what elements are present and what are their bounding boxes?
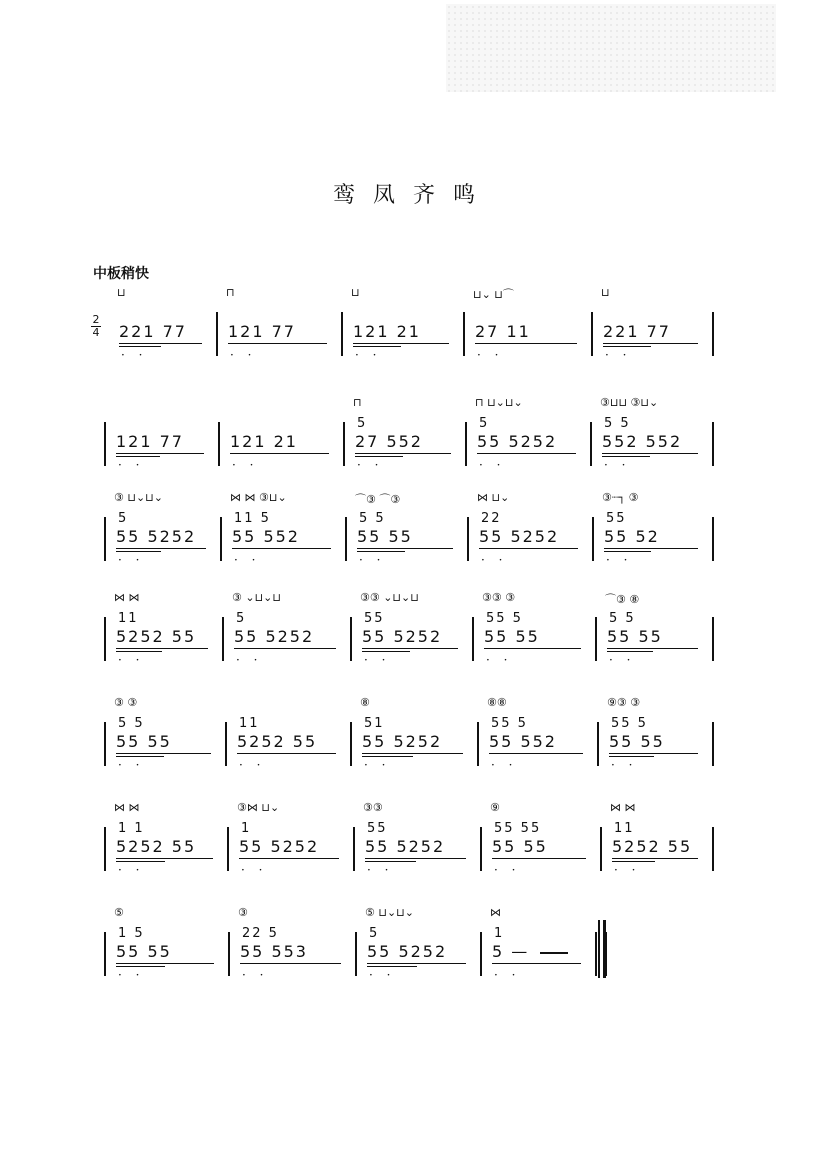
beam-line [116,453,204,454]
tempo-marking: 中板稍快 [93,266,149,282]
octave-dots: · · [236,653,263,667]
bar-line [463,312,465,356]
score-row [0,690,826,810]
octave-dots: · · [605,348,632,362]
octave-dots: · · [486,653,513,667]
octave-dots: · · [118,458,145,472]
bar-line [712,827,714,871]
octave-dots: · · [118,758,145,772]
bar-line [712,422,714,466]
beam-line [239,858,339,859]
beam-line [604,551,651,552]
octave-dots: · · [604,458,631,472]
measure-notes: 5252 55 [237,732,318,751]
bowing-marks: ③③ [363,801,383,814]
measure-notes: 221 77 [603,322,671,341]
upper-notes: 55 5 [611,716,648,731]
beam-line [237,753,336,754]
octave-dots: · · [234,553,261,567]
octave-dots: · · [606,553,633,567]
bar-line [228,932,230,976]
measure-notes: 55 55 [116,942,172,961]
beam-line [232,548,331,549]
bar-line [104,422,106,466]
upper-notes: 11 5 [234,511,271,526]
beam-line [603,346,651,347]
page-title: 鸾凤齐鸣 [332,183,493,208]
beam-line [362,651,410,652]
measure-notes: 221 77 [119,322,187,341]
measure-notes: 55 55 [357,527,413,546]
beam-line [362,648,458,649]
bowing-marks: ⑤ [114,906,124,919]
beam-line [357,548,453,549]
bar-line [467,517,469,561]
bowing-marks: ③ ③ [114,696,138,709]
measure-notes: 552 552 [602,432,683,451]
beam-line [119,343,202,344]
beam-line [602,453,698,454]
octave-dots: · · [359,553,386,567]
bowing-marks: ③③ ③ [482,591,516,604]
bar-line [104,722,106,766]
beam-line [234,648,336,649]
bowing-marks: ⑨③ ③ [607,696,641,709]
measure-notes: 5 — [492,942,530,961]
octave-dots: · · [494,863,521,877]
measure-notes: 55 5252 [477,432,558,451]
bar-line [597,722,599,766]
beam-line [230,453,329,454]
time-signature-top: 2 [92,313,100,326]
upper-notes: 55 [364,611,385,626]
octave-dots: · · [614,863,641,877]
bowing-marks: ⑧⑧ [487,696,507,709]
upper-notes: 5 [357,416,368,431]
octave-dots: · · [118,653,145,667]
beam-line [357,551,405,552]
measure-notes: 55 5252 [234,627,315,646]
beam-line [116,756,164,757]
library-stamp [446,4,776,92]
bar-line [465,422,467,466]
octave-dots: · · [118,863,145,877]
bowing-marks: ⋈ ⋈ [114,591,140,604]
beam-line [116,753,211,754]
bar-line [225,722,227,766]
bowing-marks: ⊓ [226,286,235,299]
beam-line [607,648,698,649]
bar-line [222,617,224,661]
beam-line [612,861,655,862]
bar-line [350,617,352,661]
beam-line [365,861,416,862]
octave-dots: · · [241,863,268,877]
beam-line [489,753,583,754]
beam-line [604,548,698,549]
bowing-marks: ⑤ ⊔⌄⊔⌄ [365,906,414,919]
bar-line [104,827,106,871]
octave-dots: · · [357,458,384,472]
bar-line [216,312,218,356]
beam-line [355,453,451,454]
measure-notes: 55 55 [116,732,172,751]
bowing-marks: ③⊔⊔ ③⊔⌄ [600,396,659,409]
beam-line [492,963,581,964]
upper-notes: 51 [364,716,385,731]
bar-line [343,422,345,466]
beam-line [603,343,698,344]
bar-line [220,517,222,561]
bowing-marks: ⋈ ⋈ ③⊔⌄ [230,491,287,504]
measure-notes: 55 5252 [362,627,443,646]
measure-notes: 55 5252 [367,942,448,961]
upper-notes: 55 5 [491,716,528,731]
upper-notes: 11 [118,611,139,626]
score-row [0,286,826,410]
beam-line [116,963,214,964]
beam-line [612,858,698,859]
beam-line [602,456,650,457]
beam-line [367,966,417,967]
measure-notes: 55 55 [609,732,665,751]
beam-line [362,753,463,754]
bowing-marks: ⋈ ⋈ [114,801,140,814]
bar-line [341,312,343,356]
beam-line [116,648,208,649]
measure-notes: 27 552 [355,432,423,451]
bar-line [590,422,592,466]
bowing-marks: ⊓ ⊔⌄⊔⌄ [475,396,523,409]
beam-line [240,963,341,964]
bar-line [592,517,594,561]
upper-notes: 5 5 [359,511,386,526]
octave-dots: · · [364,758,391,772]
measure-notes: 55 5252 [365,837,446,856]
beam-line [492,858,586,859]
upper-notes: 55 55 [494,821,542,836]
bar-line [227,827,229,871]
bar-line [104,617,106,661]
beam-line [477,453,576,454]
bowing-marks: ⊔ [117,286,126,299]
bowing-marks: ③ [238,906,248,919]
measure-notes: 121 21 [230,432,298,451]
beam-line [607,651,653,652]
bar-line [104,517,106,561]
octave-dots: · · [118,553,145,567]
bowing-marks: ③③ ⌄⊔⌄⊔ [360,591,419,604]
upper-notes: 22 [481,511,502,526]
measure-notes: 5252 55 [612,837,693,856]
beam-line [362,756,413,757]
measure-notes: 55 552 [489,732,557,751]
bar-line [712,517,714,561]
bar-line [480,827,482,871]
octave-dots: · · [491,758,518,772]
octave-dots: · · [477,348,504,362]
bowing-marks: ⋈ ⊔⌄ [477,491,510,504]
bar-line [712,722,714,766]
bowing-marks: ⊔ [351,286,360,299]
bar-line [477,722,479,766]
upper-notes: 5 5 [118,716,145,731]
final-barline [603,920,606,978]
beam-line [119,346,161,347]
bowing-marks: ⌒③ ⑧ [605,593,640,606]
beam-line [116,651,162,652]
measure-notes: 5252 55 [116,627,197,646]
beam-line [228,343,327,344]
upper-notes: 1 5 [118,926,145,941]
upper-notes: 22 5 [242,926,279,941]
upper-notes: 5 5 [609,611,636,626]
bar-line [595,617,597,661]
measure-notes: 55 552 [232,527,300,546]
octave-dots: · · [232,458,259,472]
upper-notes: 5 [236,611,247,626]
beam-line [116,456,160,457]
octave-dots: · · [242,968,269,982]
octave-dots: · · [364,653,391,667]
bowing-marks: ⌒③ ⌒③ [355,493,401,506]
measure-notes: 55 55 [484,627,540,646]
octave-dots: · · [479,458,506,472]
measure-notes: 121 77 [228,322,296,341]
measure-notes: 27 11 [475,322,531,341]
measure-notes: 55 55 [607,627,663,646]
upper-notes: 11 [239,716,260,731]
bowing-marks: ⑨ [490,801,500,814]
beam-line [479,548,578,549]
bowing-marks: ⋈ ⋈ [610,801,636,814]
bowing-marks: ⋈ [490,906,501,919]
upper-notes: 11 [614,821,635,836]
upper-notes: 5 [479,416,490,431]
beam-line [475,343,577,344]
sustain-dash [540,952,568,954]
bar-line [472,617,474,661]
octave-dots: · · [239,758,266,772]
bowing-marks: ⊔⌄ ⊔⌒ [473,288,514,301]
octave-dots: · · [481,553,508,567]
octave-dots: · · [230,348,257,362]
bowing-marks: ③ ⊔⌄⊔⌄ [114,491,163,504]
measure-notes: 5252 55 [116,837,197,856]
measure-notes: 55 5252 [362,732,443,751]
beam-line [116,858,213,859]
upper-notes: 5 [118,511,129,526]
bar-line [712,312,714,356]
upper-notes: 1 [494,926,505,941]
octave-dots: · · [609,653,636,667]
octave-dots: · · [367,863,394,877]
beam-line [116,551,161,552]
octave-dots: · · [121,348,148,362]
bar-line [712,617,714,661]
bar-line [218,422,220,466]
upper-notes: 1 1 [118,821,145,836]
upper-notes: 55 [367,821,388,836]
beam-line [484,648,581,649]
bar-line [591,312,593,356]
measure-notes: 55 553 [240,942,308,961]
beam-line [609,753,698,754]
final-barline [598,920,600,978]
beam-line [365,858,466,859]
measure-notes: 55 5252 [116,527,197,546]
beam-line [355,456,403,457]
beam-line [609,756,654,757]
time-signature-bottom: 4 [92,326,100,339]
upper-notes: 5 5 [604,416,631,431]
bowing-marks: ③ ⌄⊔⌄⊔ [232,591,281,604]
octave-dots: · · [118,968,145,982]
bar-line [353,827,355,871]
bowing-marks: ③⋈ ⊔⌄ [237,801,280,814]
bowing-marks: ⊔ [601,286,610,299]
bowing-marks: ⊓ [353,396,362,409]
upper-notes: 55 5 [486,611,523,626]
bar-line [104,932,106,976]
beam-line [353,346,401,347]
bar-line [345,517,347,561]
measure-notes: 55 52 [604,527,660,546]
bar-line [480,932,482,976]
upper-notes: 5 [369,926,380,941]
bar-line [595,932,597,976]
beam-line [367,963,466,964]
bar-line [350,722,352,766]
octave-dots: · · [355,348,382,362]
bowing-marks: ⑧ [360,696,370,709]
bar-line [600,827,602,871]
octave-dots: · · [611,758,638,772]
bowing-marks: ③┈┐ ③ [602,491,639,504]
octave-dots: · · [494,968,521,982]
measure-notes: 55 55 [492,837,548,856]
beam-line [353,343,449,344]
beam-line [116,548,206,549]
upper-notes: 1 [241,821,252,836]
bar-line [355,932,357,976]
measure-notes: 55 5252 [479,527,560,546]
beam-line [116,861,165,862]
score-row [0,890,826,1010]
measure-notes: 121 77 [116,432,184,451]
beam-line [116,966,165,967]
measure-notes: 121 21 [353,322,421,341]
score-row [0,585,826,705]
octave-dots: · · [369,968,396,982]
upper-notes: 55 [606,511,627,526]
measure-notes: 55 5252 [239,837,320,856]
